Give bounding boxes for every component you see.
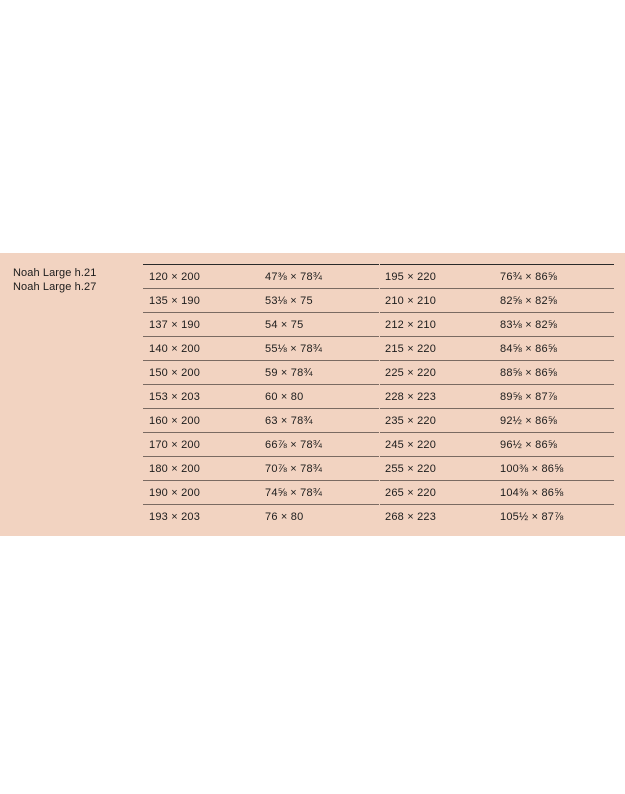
size-row xyxy=(143,265,379,289)
size-cm: 153 × 203 xyxy=(149,391,201,403)
size-row xyxy=(143,337,379,361)
size-inch: 76¾ × 86⅝ xyxy=(500,271,558,283)
size-cm: 215 × 220 xyxy=(385,343,437,355)
size-cm: 120 × 200 xyxy=(149,271,201,283)
size-row xyxy=(380,409,614,433)
size-cm: 212 × 210 xyxy=(385,319,437,331)
size-cm: 190 × 200 xyxy=(149,487,201,499)
size-cm: 265 × 220 xyxy=(385,487,437,499)
size-inch: 83⅛ × 82⅝ xyxy=(500,319,558,331)
size-row xyxy=(143,289,379,313)
size-inch: 63 × 78¾ xyxy=(265,415,313,427)
size-inch: 92½ × 86⅝ xyxy=(500,415,558,427)
size-row xyxy=(380,265,614,289)
size-cm: 140 × 200 xyxy=(149,343,201,355)
size-row xyxy=(143,433,379,457)
size-row xyxy=(380,313,614,337)
size-row xyxy=(380,433,614,457)
size-row xyxy=(143,361,379,385)
size-cm: 193 × 203 xyxy=(149,511,201,523)
size-inch: 74⅝ × 78¾ xyxy=(265,487,323,499)
size-row xyxy=(143,505,379,529)
size-table-panel xyxy=(0,253,625,536)
size-cm: 255 × 220 xyxy=(385,463,437,475)
size-row xyxy=(143,385,379,409)
size-cm: 150 × 200 xyxy=(149,367,201,379)
size-row xyxy=(380,457,614,481)
size-inch: 88⅝ × 86⅝ xyxy=(500,367,558,379)
size-cm: 228 × 223 xyxy=(385,391,437,403)
size-inch: 55⅛ × 78¾ xyxy=(265,343,323,355)
size-row xyxy=(380,481,614,505)
size-inch: 54 × 75 xyxy=(265,319,304,331)
size-cm: 135 × 190 xyxy=(149,295,201,307)
size-cm: 235 × 220 xyxy=(385,415,437,427)
size-cm: 195 × 220 xyxy=(385,271,437,283)
size-inch: 76 × 80 xyxy=(265,511,304,523)
model-name: Noah Large h.21 xyxy=(13,267,97,279)
size-row xyxy=(380,337,614,361)
size-inch: 100⅜ × 86⅝ xyxy=(500,463,564,475)
size-cm: 160 × 200 xyxy=(149,415,201,427)
size-cm: 268 × 223 xyxy=(385,511,437,523)
size-inch: 53⅛ × 75 xyxy=(265,295,313,307)
size-cm: 225 × 220 xyxy=(385,367,437,379)
size-row xyxy=(380,385,614,409)
size-row xyxy=(143,457,379,481)
size-inch: 60 × 80 xyxy=(265,391,304,403)
size-inch: 96½ × 86⅝ xyxy=(500,439,558,451)
model-name: Noah Large h.27 xyxy=(13,281,97,293)
size-inch: 105½ × 87⅞ xyxy=(500,511,564,523)
size-row xyxy=(143,481,379,505)
size-inch: 70⅞ × 78¾ xyxy=(265,463,323,475)
size-row xyxy=(143,313,379,337)
size-row xyxy=(143,409,379,433)
size-inch: 84⅝ × 86⅝ xyxy=(500,343,558,355)
size-row xyxy=(380,289,614,313)
size-inch: 104⅜ × 86⅝ xyxy=(500,487,564,499)
size-inch: 66⅞ × 78¾ xyxy=(265,439,323,451)
size-inch: 82⅝ × 82⅝ xyxy=(500,295,558,307)
model-names xyxy=(13,266,96,294)
size-cm: 245 × 220 xyxy=(385,439,437,451)
size-row xyxy=(380,505,614,529)
size-row xyxy=(380,361,614,385)
size-inch: 47⅜ × 78¾ xyxy=(265,271,323,283)
size-cm: 170 × 200 xyxy=(149,439,201,451)
size-cm: 137 × 190 xyxy=(149,319,201,331)
size-cm: 210 × 210 xyxy=(385,295,437,307)
size-inch: 59 × 78¾ xyxy=(265,367,313,379)
size-cm: 180 × 200 xyxy=(149,463,201,475)
size-inch: 89⅝ × 87⅞ xyxy=(500,391,558,403)
